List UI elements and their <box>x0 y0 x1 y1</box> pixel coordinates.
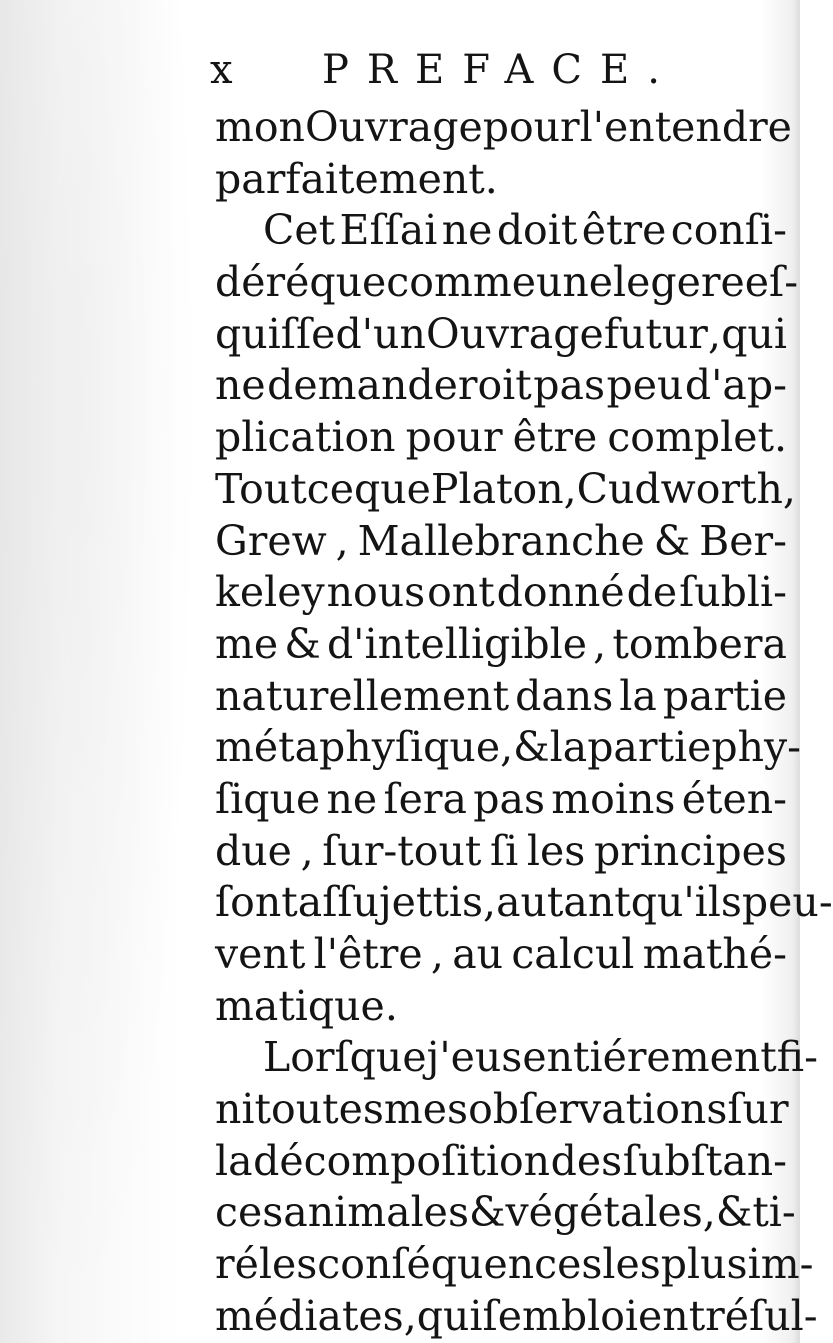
word: parfaitement. <box>215 154 498 203</box>
word: de <box>626 568 678 617</box>
word: naturellement <box>215 671 510 720</box>
word: Ouvrage <box>304 103 483 151</box>
text-line <box>215 516 787 568</box>
word: aſſujettis,autant <box>297 878 631 927</box>
word: mon <box>215 103 305 151</box>
word: & <box>653 516 691 565</box>
word: & <box>284 619 321 668</box>
word: legere <box>613 258 745 307</box>
word: ne <box>441 206 493 255</box>
word: moins <box>551 774 676 823</box>
word: quiſſe <box>215 309 336 358</box>
word: la <box>619 671 657 720</box>
word: animales <box>283 1188 469 1237</box>
word: pour <box>482 103 580 151</box>
word: les <box>602 1240 661 1289</box>
word: nous <box>326 568 426 617</box>
text-line <box>215 567 787 619</box>
word: matique. <box>215 981 398 1030</box>
word: l'être <box>313 930 423 978</box>
word: Grew <box>215 516 327 565</box>
word: Lorſque <box>263 1033 427 1082</box>
word: dans <box>515 671 614 720</box>
word: Ber- <box>699 516 787 565</box>
word: comme <box>386 258 536 307</box>
word: Cet <box>263 206 336 255</box>
word: , <box>335 516 349 565</box>
word: Eſſai <box>339 206 438 255</box>
word: futur <box>603 309 708 358</box>
word: ces <box>215 1188 284 1237</box>
word: Ouvrage <box>425 309 604 358</box>
word: ſubli- <box>679 568 787 617</box>
paper-shadow <box>0 0 200 1343</box>
word: , <box>593 619 607 668</box>
word: entiérement <box>522 1033 777 1082</box>
text-line <box>215 1136 787 1188</box>
word: me <box>215 619 279 668</box>
word: j'eus <box>426 1033 523 1082</box>
word: phy- <box>711 723 802 772</box>
word: la <box>215 1136 253 1185</box>
word: & <box>468 1188 506 1237</box>
text-line <box>215 1032 818 1084</box>
word: médiates <box>215 1291 404 1340</box>
word: vent <box>215 930 306 978</box>
word: mes <box>383 1085 469 1134</box>
word: plication <box>215 413 396 462</box>
word: être <box>581 206 667 255</box>
word: eſ- <box>744 258 799 307</box>
word: qui <box>416 1291 483 1340</box>
word: ſique <box>215 774 321 823</box>
word: pour <box>405 413 503 462</box>
word: qu'ils <box>630 878 742 927</box>
text-line <box>215 671 787 723</box>
text-line <box>215 981 787 1033</box>
text-line <box>215 205 787 257</box>
word: , <box>708 309 722 358</box>
word: im- <box>747 1240 814 1289</box>
word: que <box>353 464 431 513</box>
text-line <box>215 1084 787 1136</box>
word: être <box>512 413 598 462</box>
word: peu <box>606 361 684 410</box>
text-line <box>215 1239 814 1291</box>
word: métaphyſique, <box>215 723 514 772</box>
word: plus <box>660 1240 748 1289</box>
text-line <box>215 464 796 516</box>
word: ſi <box>489 826 519 875</box>
word: conſi- <box>670 206 787 255</box>
page-header <box>210 44 678 96</box>
word: ſur-tout <box>322 826 482 875</box>
word: d'intelligible <box>326 619 588 668</box>
word: ſubſtan- <box>622 1136 787 1185</box>
page-number: x <box>210 47 233 93</box>
text-line <box>215 929 787 981</box>
word: ſera <box>383 774 467 823</box>
word: complet. <box>607 413 787 462</box>
word: des <box>550 1136 623 1185</box>
word: , <box>702 1188 716 1237</box>
word: la <box>549 723 588 772</box>
word: doit <box>496 206 578 255</box>
word: Mallebranche <box>357 516 645 565</box>
word: obſervations <box>468 1085 728 1134</box>
word: une <box>535 258 614 307</box>
word: végétales <box>505 1188 703 1237</box>
word: d'un <box>335 309 426 358</box>
text-line <box>215 1291 818 1343</box>
word: ſembloient <box>482 1291 706 1340</box>
word: l'entendre <box>579 103 792 151</box>
text-line <box>215 619 787 671</box>
word: , <box>403 1291 417 1340</box>
word: Tout <box>215 464 307 513</box>
word: principes <box>593 826 787 875</box>
word: les <box>526 826 586 875</box>
text-line <box>215 154 787 206</box>
word: ti- <box>752 1188 796 1237</box>
word: , <box>430 930 444 978</box>
body-text <box>215 102 833 1343</box>
word: décompoſition <box>253 1136 551 1185</box>
word: ce <box>306 464 354 513</box>
word: les <box>258 1240 318 1289</box>
text-line <box>215 826 787 878</box>
word: tombera <box>612 619 787 668</box>
word: keley <box>215 568 325 617</box>
word: & <box>715 1188 753 1237</box>
word: réſul- <box>705 1291 818 1340</box>
word: fi- <box>776 1033 818 1082</box>
word: , <box>300 826 314 875</box>
text-line <box>215 774 787 826</box>
word: déré <box>215 258 310 307</box>
text-line <box>215 1187 796 1239</box>
word: donné <box>496 568 625 617</box>
running-head: PREFACE. <box>322 47 678 93</box>
word: au <box>452 930 504 978</box>
word: Platon, <box>430 464 577 513</box>
word: partie <box>587 723 712 772</box>
word: toutes <box>254 1085 384 1134</box>
word: partie <box>662 671 787 720</box>
text-line <box>215 412 787 464</box>
word: qui <box>721 309 787 358</box>
text-line <box>215 877 833 929</box>
text-line <box>215 257 799 309</box>
word: que <box>309 258 387 307</box>
word: Cudworth, <box>576 464 796 513</box>
word: éten- <box>681 774 787 823</box>
word: ne <box>215 361 266 410</box>
word: ſont <box>215 878 298 927</box>
word: & <box>513 723 550 772</box>
word: pas <box>473 774 545 823</box>
word: d'ap- <box>684 361 787 410</box>
word: demanderoit <box>267 361 532 410</box>
word: ne <box>326 774 378 823</box>
text-line <box>215 722 802 774</box>
word: ré <box>215 1240 259 1289</box>
word: ſur <box>727 1085 789 1134</box>
word: ni <box>215 1085 255 1134</box>
word: calcul <box>511 930 635 978</box>
word: peu- <box>741 878 833 927</box>
text-line <box>215 102 792 154</box>
text-line <box>215 360 787 412</box>
word: ont <box>427 568 495 617</box>
word: due <box>215 826 292 875</box>
text-line <box>215 309 787 361</box>
word: mathé- <box>642 930 787 978</box>
word: pas <box>533 361 605 410</box>
word: conſéquences <box>317 1240 603 1289</box>
